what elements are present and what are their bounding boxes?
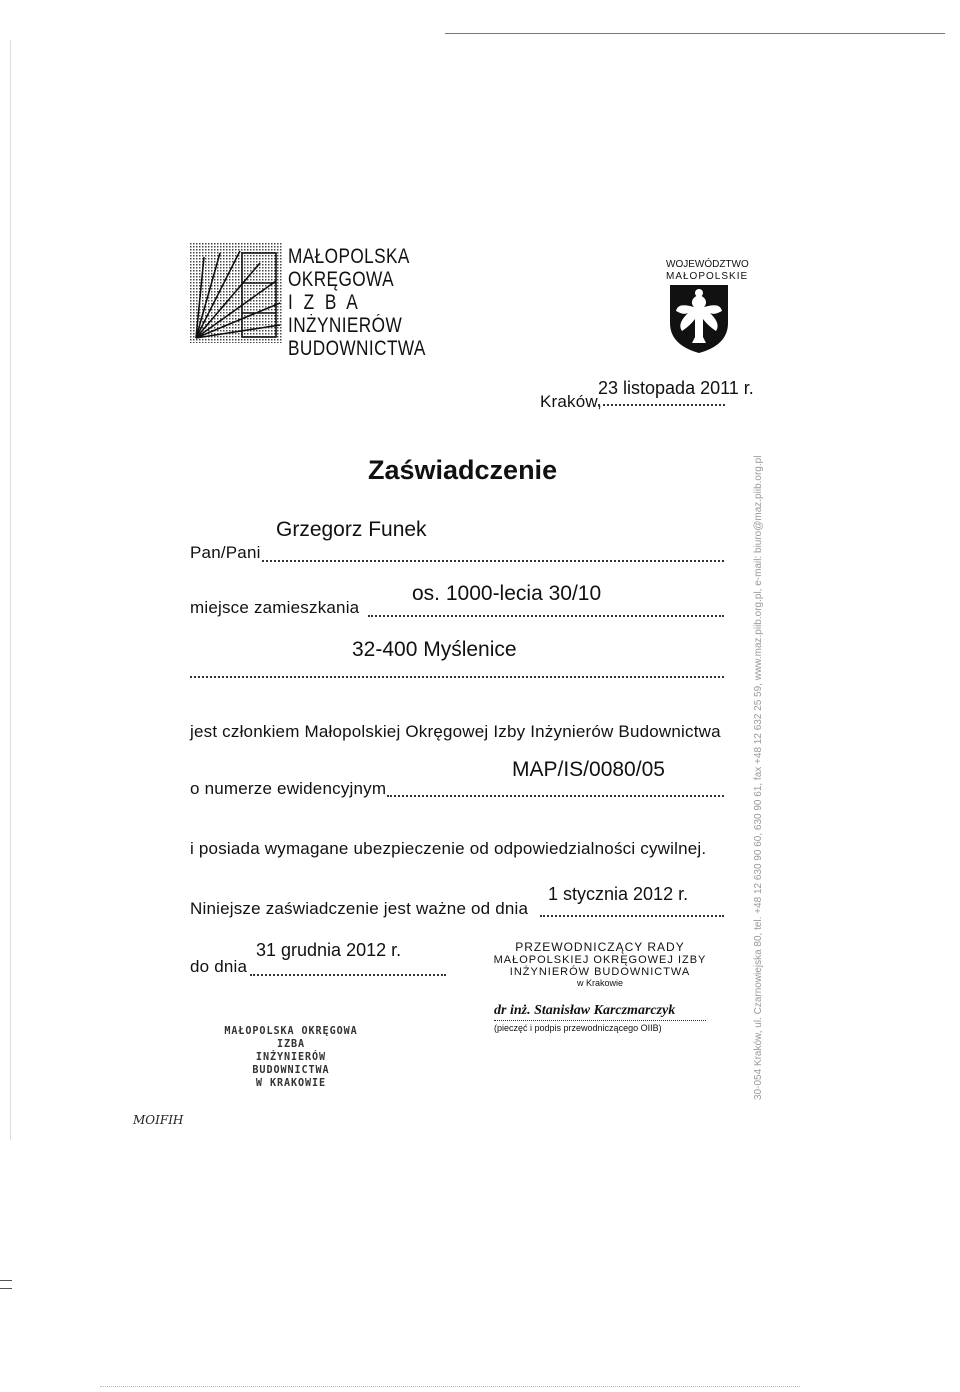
scan-artifact-line <box>0 1280 12 1281</box>
dotted-line <box>494 1020 706 1021</box>
name-label: Pan/Pani <box>190 543 261 562</box>
stamp-line: INŻYNIERÓW BUDOWNICTWA <box>509 966 691 978</box>
dotted-line <box>368 615 724 617</box>
signature-caption: (pieczęć i podpis przewodniczącego OIIB) <box>494 1023 662 1033</box>
stamp-line: MAŁOPOLSKA OKRĘGOWA IZBA <box>224 1024 358 1050</box>
chamber-logo <box>190 243 282 343</box>
scan-artifact-line <box>100 1385 800 1387</box>
side-address: 30-054 Kraków, ul. Czarnowiejska 80, tel. +48 12 630 90 60, 630 90 61, fax +48 12 632 25 59, www.maz.piib.org.pl, e-mail: biuro@maz.piib.org.pl <box>753 455 764 1100</box>
scan-artifact-line <box>0 1288 12 1289</box>
insurance-text: i posiada wymagane ubezpieczenie od odpowiedzialności cywilnej. <box>190 839 707 858</box>
membership-text: jest członkiem Małopolskiej Okręgowej Izby Inżynierów Budownictwa <box>190 722 721 741</box>
voivodeship-label: WOJEWÓDZTWO <box>666 259 749 270</box>
org-line: INŻYNIERÓW <box>288 314 403 337</box>
org-line: MAŁOPOLSKA <box>288 245 410 268</box>
registration-number: MAP/IS/0080/05 <box>512 758 665 781</box>
address-street: os. 1000-lecia 30/10 <box>412 582 602 605</box>
holder-name: Grzegorz Funek <box>276 518 427 541</box>
voivodeship-crest-icon <box>668 283 730 355</box>
signature-name: dr inż. Stanisław Karczmarczyk <box>494 1003 676 1018</box>
city-label: Kraków, <box>540 392 602 411</box>
dotted-line <box>387 795 724 797</box>
stamp-line: PRZEWODNICZĄCY RADY <box>515 940 685 954</box>
address-label: miejsce zamieszkania <box>190 598 360 617</box>
scan-artifact-line <box>10 40 11 1140</box>
handwritten-note: MOIFIH <box>133 1113 184 1127</box>
dotted-line <box>262 560 724 562</box>
scan-artifact-line <box>445 33 945 34</box>
dotted-line <box>598 404 725 406</box>
address-city: 32-400 Myślenice <box>352 638 517 661</box>
chamber-name <box>288 245 456 360</box>
stamp-line: INŻYNIERÓW BUDOWNICTWA <box>252 1050 330 1076</box>
org-line: BUDOWNICTWA <box>288 337 426 360</box>
dotted-line <box>250 974 446 976</box>
org-line: I Z B A <box>288 291 359 314</box>
valid-to-label: do dnia <box>190 957 248 976</box>
org-line: OKRĘGOWA <box>288 268 394 291</box>
registration-label: o numerze ewidencyjnym <box>190 779 387 798</box>
stamp-line: W KRAKOWIE <box>255 1076 327 1089</box>
document-title: Zaświadczenie <box>368 455 558 485</box>
issue-date: 23 listopada 2011 r. <box>598 378 754 398</box>
stamp-line: w Krakowie <box>576 978 623 988</box>
valid-from-date: 1 stycznia 2012 r. <box>548 884 689 904</box>
valid-to-date: 31 grudnia 2012 r. <box>256 940 402 960</box>
stamp-line: MAŁOPOLSKIEJ OKRĘGOWEJ IZBY <box>493 954 707 966</box>
voivodeship-label: MAŁOPOLSKIE <box>666 271 749 282</box>
chairman-stamp <box>470 940 730 988</box>
organisation-stamp <box>222 1024 360 1089</box>
dotted-line <box>190 676 724 678</box>
valid-from-label: Niniejsze zaświadczenie jest ważne od dnia <box>190 899 529 918</box>
dotted-line <box>540 915 724 917</box>
